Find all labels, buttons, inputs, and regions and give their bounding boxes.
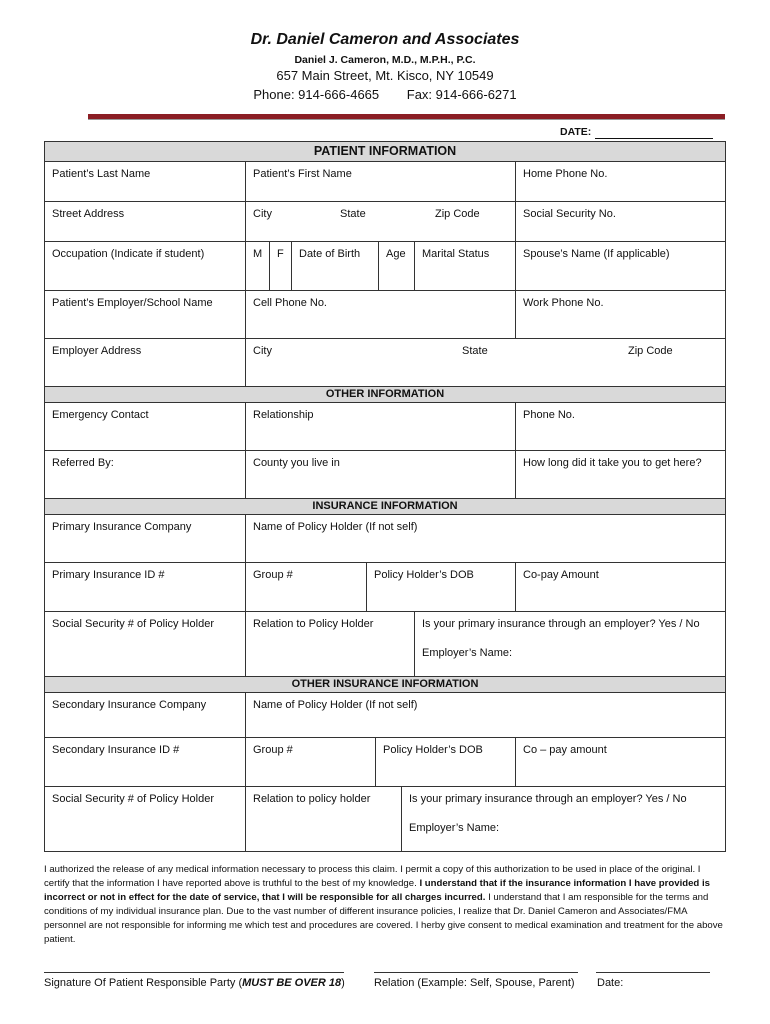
employer-insurance-cell: [415, 612, 725, 676]
demographics-cell: [246, 242, 516, 291]
date-field[interactable]: [595, 126, 713, 139]
section-title: PATIENT INFORMATION: [45, 142, 726, 162]
primary-insurance-company-field[interactable]: Primary Insurance Company: [45, 515, 246, 563]
through-employer-question[interactable]: Is your primary insurance through an employer? Yes / No: [422, 618, 700, 630]
signature-line[interactable]: [44, 972, 344, 973]
travel-time-field[interactable]: How long did it take you to get here?: [516, 451, 726, 499]
date-label: DATE:: [560, 126, 592, 138]
policy-holder-ssn-field[interactable]: Social Security # of Policy Holder: [45, 612, 246, 677]
section-other-info: [45, 387, 726, 403]
copay-amount-2-field[interactable]: Co – pay amount: [516, 738, 726, 787]
relation-to-holder-2-field[interactable]: Relation to policy holder: [246, 787, 402, 851]
state-label: State: [340, 208, 366, 220]
fax-number: Fax: 914-666-6271: [406, 87, 517, 102]
employer-name-2-field[interactable]: Employer’s Name:: [409, 822, 500, 834]
sex-m-checkbox[interactable]: M: [246, 242, 270, 290]
signature-label-text: Signature Of Patient Responsible Party (: [44, 977, 243, 989]
employer-name-field[interactable]: Employer’s Name:: [422, 647, 513, 659]
patient-form: [44, 141, 726, 852]
employer-school-field[interactable]: Patient’s Employer/School Name: [45, 291, 246, 339]
policy-holder-name-2-field[interactable]: Name of Policy Holder (If not self): [246, 693, 726, 738]
occupation-field[interactable]: Occupation (Indicate if student): [45, 242, 246, 291]
marital-status-field[interactable]: Marital Status: [422, 248, 490, 260]
first-name-field[interactable]: Patient’s First Name: [246, 162, 516, 202]
section-other-insurance: [45, 677, 726, 693]
policy-holder-name-field[interactable]: Name of Policy Holder (If not self): [246, 515, 726, 563]
header-rule-shadow: [88, 119, 725, 120]
relation-line[interactable]: [374, 972, 578, 973]
relation-to-holder-field[interactable]: Relation to Policy Holder: [246, 612, 415, 676]
policy-holder-ssn-2-field[interactable]: Social Security # of Policy Holder: [45, 787, 246, 852]
through-employer-question-2[interactable]: Is your primary insurance through an employer? Yes / No: [409, 793, 687, 805]
section-title: OTHER INFORMATION: [45, 387, 726, 403]
emp-zip-label: Zip Code: [628, 345, 673, 357]
contact-line: [0, 87, 770, 102]
consent-bold-text: I understand that if the insurance information I have provided is incorrect or not in effect for the date of service, that I will be responsible for all charges incurred.: [44, 878, 710, 903]
signature-label-end: ): [341, 977, 345, 989]
consent-paragraph: [44, 863, 725, 947]
zip-label: Zip Code: [435, 208, 480, 220]
group-number-2-field[interactable]: Group #: [246, 738, 376, 786]
emergency-contact-field[interactable]: Emergency Contact: [45, 403, 246, 451]
relation-employer-cell: [246, 612, 726, 677]
signature-label: [44, 977, 345, 989]
policy-holder-dob-field[interactable]: Policy Holder’s DOB: [374, 569, 474, 581]
policy-holder-dob-2-field[interactable]: Policy Holder’s DOB: [383, 744, 483, 756]
section-title: OTHER INSURANCE INFORMATION: [45, 677, 726, 693]
emp-state-label: State: [462, 345, 488, 357]
consent-text-1: I authorized the release of any medical information necessary to process this claim. I permit a copy of this authorization to be used in place of the original. I certify that the information I have reported above is truthful to the best of my knowledge.: [44, 864, 701, 889]
age-field[interactable]: Age: [379, 242, 415, 290]
relation-label: Relation (Example: Self, Spouse, Parent): [374, 977, 575, 989]
age-requirement: MUST BE OVER 18: [242, 977, 342, 989]
employer-city-state-zip-field[interactable]: [246, 339, 726, 387]
practice-address: 657 Main Street, Mt. Kisco, NY 10549: [276, 68, 494, 83]
referred-by-field[interactable]: Referred By:: [45, 451, 246, 499]
group-dob-2-cell: [246, 738, 516, 787]
practice-name: Dr. Daniel Cameron and Associates: [250, 31, 520, 48]
signature-date-line[interactable]: [596, 972, 710, 973]
date-row: [560, 126, 713, 139]
phone-number: Phone: 914-666-4665: [253, 87, 380, 102]
county-field[interactable]: County you live in: [246, 451, 516, 499]
employer-insurance-2-cell: [402, 787, 725, 851]
doctor-credentials: Daniel J. Cameron, M.D., M.P.H., P.C.: [294, 54, 476, 66]
section-title: INSURANCE INFORMATION: [45, 499, 726, 515]
last-name-field[interactable]: Patient’s Last Name: [45, 162, 246, 202]
cell-phone-field[interactable]: Cell Phone No.: [246, 291, 516, 339]
secondary-insurance-company-field[interactable]: Secondary Insurance Company: [45, 693, 246, 738]
work-phone-field[interactable]: Work Phone No.: [516, 291, 726, 339]
signature-date-label: Date:: [597, 977, 624, 989]
section-insurance-info: [45, 499, 726, 515]
secondary-insurance-id-field[interactable]: Secondary Insurance ID #: [45, 738, 246, 787]
home-phone-field[interactable]: Home Phone No.: [516, 162, 726, 202]
emp-city-label: City: [253, 345, 272, 357]
employer-address-field[interactable]: Employer Address: [45, 339, 246, 387]
street-address-field[interactable]: Street Address: [45, 202, 246, 242]
group-number-field[interactable]: Group #: [246, 563, 367, 611]
dob-field[interactable]: Date of Birth: [292, 242, 379, 290]
city-label: City: [253, 208, 272, 220]
copay-amount-field[interactable]: Co-pay Amount: [516, 563, 726, 612]
relationship-field[interactable]: Relationship: [246, 403, 516, 451]
section-patient-info: [45, 142, 726, 162]
sex-f-checkbox[interactable]: F: [270, 242, 292, 290]
city-state-zip-field[interactable]: [246, 202, 516, 242]
group-dob-cell: [246, 563, 516, 612]
emergency-phone-field[interactable]: Phone No.: [516, 403, 726, 451]
relation-employer-2-cell: [246, 787, 726, 852]
spouse-name-field[interactable]: Spouse’s Name (If applicable): [516, 242, 726, 291]
consent-text-2: I understand that I am responsible for the terms and conditions of my individual insurance plan. Due to the vast number of different insurance policies, I realize that Dr. Daniel Cameron and Associates/FMA personnel are not responsible for informing me which test and procedures are covered. I herby give consent to medical examination and treatment for the above patient.: [44, 892, 723, 945]
ssn-field[interactable]: Social Security No.: [516, 202, 726, 242]
primary-insurance-id-field[interactable]: Primary Insurance ID #: [45, 563, 246, 612]
